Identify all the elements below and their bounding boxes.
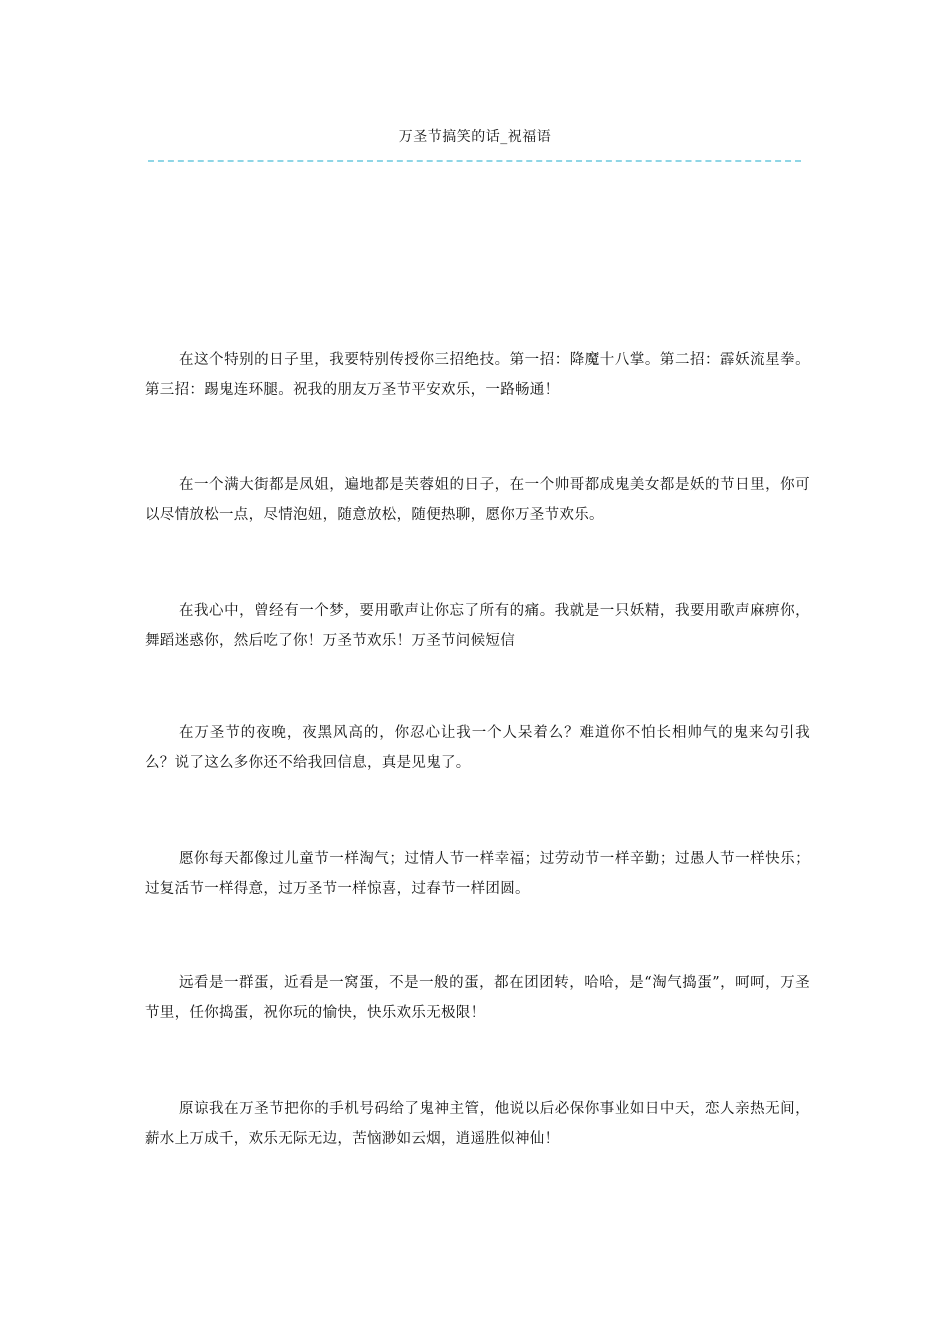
paragraph-7: 原谅我在万圣节把你的手机号码给了鬼神主管，他说以后必保你事业如日中天，恋人亲热无间，薪水上万成千，欢乐无际无边，苦恼渺如云烟，逍遥胜似神仙！ xyxy=(145,1101,810,1147)
page-title: 万圣节搞笑的话_祝福语 xyxy=(398,129,552,145)
paragraph-5: 愿你每天都像过儿童节一样淘气；过情人节一样幸福；过劳动节一样辛勤；过愚人节一样快乐；过复活节一样得意，过万圣节一样惊喜，过春节一样团圆。 xyxy=(145,851,810,897)
paragraph-2: 在一个满大街都是凤姐，遍地都是芙蓉姐的日子，在一个帅哥都成鬼美女都是妖的节日里，你可以尽情放松一点，尽情泡妞，随意放松，随便热聊，愿你万圣节欢乐。 xyxy=(145,477,810,523)
title-divider xyxy=(148,160,801,162)
paragraph-4: 在万圣节的夜晚，夜黑风高的，你忍心让我一个人呆着么？难道你不怕长相帅气的鬼来勾引我么？说了这么多你还不给我回信息，真是见鬼了。 xyxy=(145,725,810,771)
paragraph-6: 远看是一群蛋，近看是一窝蛋，不是一般的蛋，都在团团转，哈哈，是“淘气捣蛋”，呵呵，万圣节里，任你捣蛋，祝你玩的愉快，快乐欢乐无极限！ xyxy=(145,975,810,1021)
paragraph-3: 在我心中，曾经有一个梦，要用歌声让你忘了所有的痛。我就是一只妖精，我要用歌声麻痹你，舞蹈迷惑你，然后吃了你！万圣节欢乐！万圣节问候短信 xyxy=(145,603,810,649)
paragraph-1: 在这个特别的日子里，我要特别传授你三招绝技。第一招：降魔十八掌。第二招：霹妖流星拳。第三招：踢鬼连环腿。祝我的朋友万圣节平安欢乐，一路畅通！ xyxy=(145,352,810,398)
